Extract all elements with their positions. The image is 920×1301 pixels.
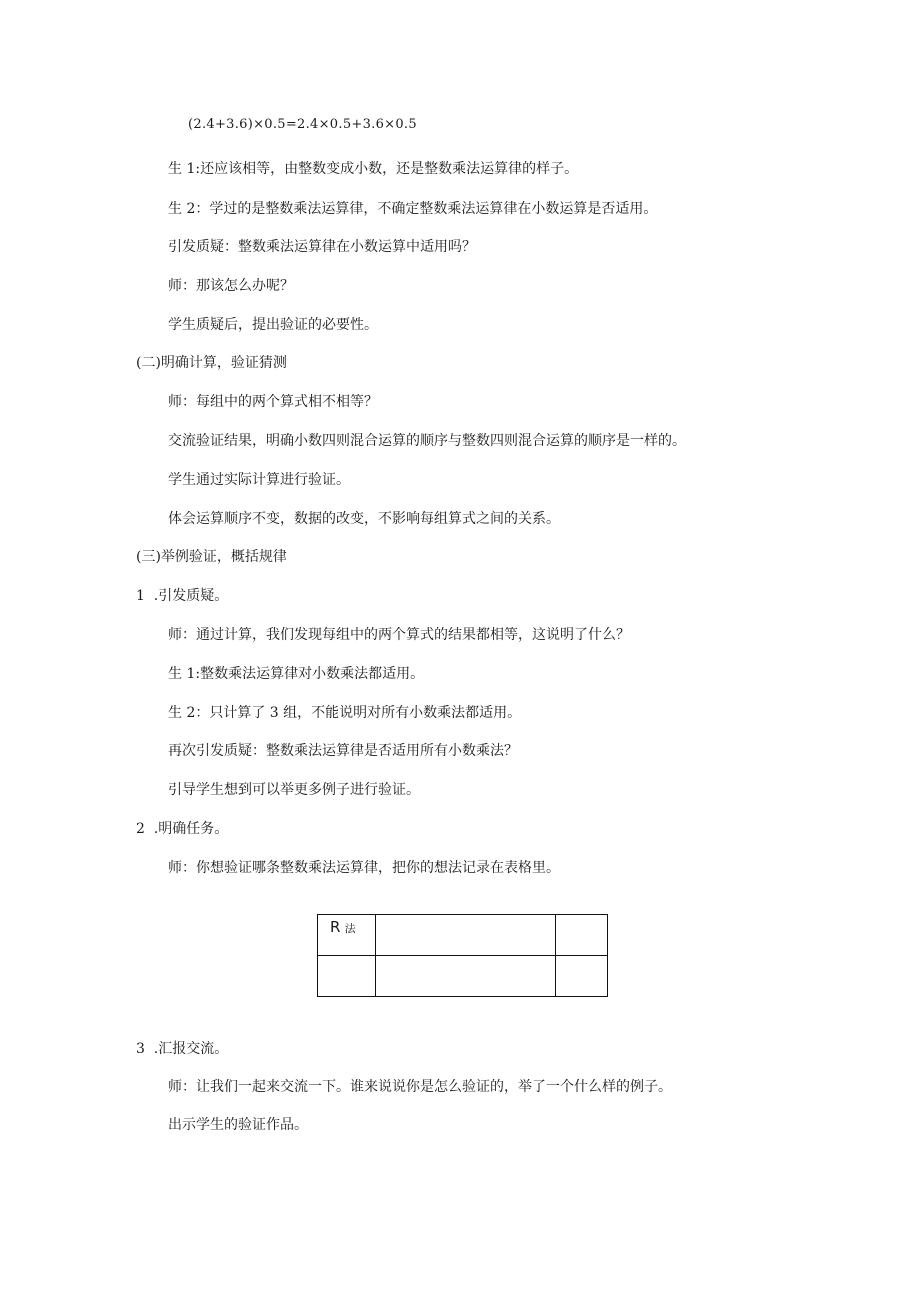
question-line-2: 再次引发质疑：整数乘法运算律是否适用所有小数乘法？	[168, 743, 518, 759]
table-cell	[318, 956, 376, 997]
teacher-what-now: 师：那该怎么办呢？	[168, 278, 294, 294]
student-1-apply: 生 1:整数乘法运算律对小数乘法都适用。	[168, 666, 425, 682]
table-header-cell	[318, 915, 376, 956]
exchange-line: 交流验证结果，明确小数四则混合运算的顺序与整数四则混合运算的顺序是一样的。	[168, 433, 686, 449]
item-1-heading: 1 .引发质疑。	[136, 588, 229, 604]
student-2-three: 生 2：只计算了 3 组，不能说明对所有小数乘法都适用。	[168, 705, 522, 721]
section-2-heading: (二)明确计算，验证猜测	[136, 355, 287, 371]
table-cell	[556, 956, 608, 997]
student-1-equal: 生 1:还应该相等，由整数变成小数，还是整数乘法运算律的样子。	[168, 161, 579, 177]
teacher-equal-question: 师：每组中的两个算式相不相等？	[168, 394, 378, 410]
record-table	[317, 914, 608, 997]
item-2-heading: 2 .明确任务。	[136, 821, 229, 837]
guide-line: 引导学生想到可以举更多例子进行验证。	[168, 782, 420, 798]
feel-line: 体会运算顺序不变，数据的改变，不影响每组算式之间的关系。	[168, 511, 560, 527]
table-cell	[376, 915, 556, 956]
necessity-line: 学生质疑后，提出验证的必要性。	[168, 317, 378, 333]
calc-line: 学生通过实际计算进行验证。	[168, 472, 350, 488]
teacher-meaning: 师：通过计算，我们发现每组中的两个算式的结果都相等，这说明了什么？	[168, 627, 630, 643]
question-line-1: 引发质疑：整数乘法运算律在小数运算中适用吗？	[168, 239, 476, 255]
item-3-heading: 3 .汇报交流。	[136, 1041, 229, 1057]
table-row	[318, 915, 608, 956]
table-cell	[376, 956, 556, 997]
student-2-unsure: 生 2：学过的是整数乘法运算律，不确定整数乘法运算律在小数运算是否适用。	[168, 201, 658, 217]
table-header-r: R	[330, 918, 341, 936]
section-3-heading: (三)举例验证，概括规律	[136, 549, 287, 565]
table-cell	[556, 915, 608, 956]
show-line: 出示学生的验证作品。	[168, 1117, 308, 1133]
table-row	[318, 956, 608, 997]
teacher-which: 师：你想验证哪条整数乘法运算律，把你的想法记录在表格里。	[168, 860, 560, 876]
teacher-share: 师：让我们一起来交流一下。谁来说说你是怎么验证的，举了一个什么样的例子。	[168, 1079, 672, 1095]
table-header-fa: 法	[344, 922, 356, 935]
formula-line: (2.4+3.6)×0.5=2.4×0.5+3.6×0.5	[188, 117, 417, 132]
